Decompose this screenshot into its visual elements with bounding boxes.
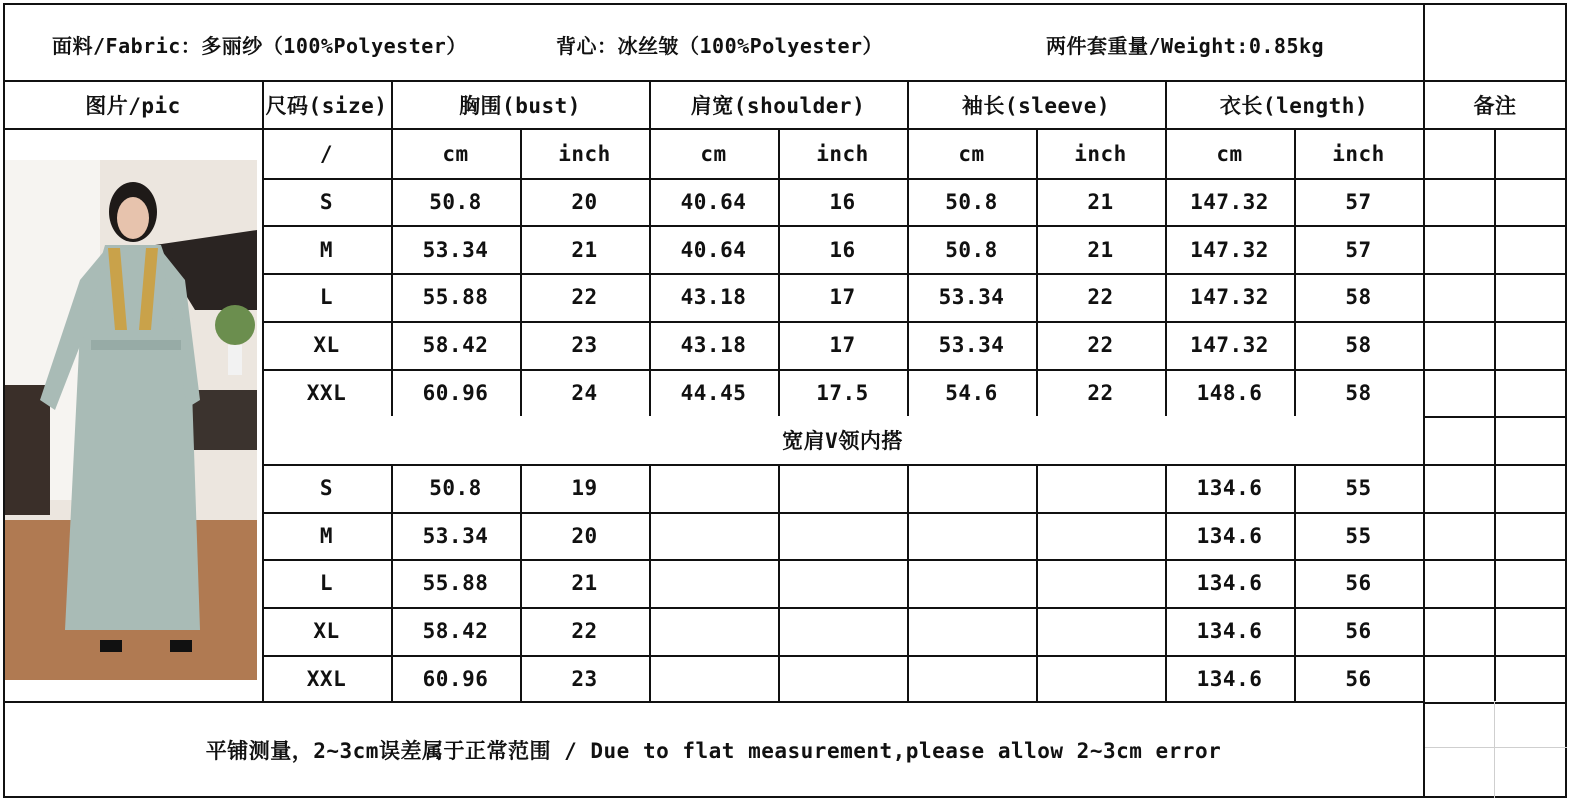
grid-hline	[262, 559, 1423, 561]
inner-row-3-col-0: XL	[313, 618, 340, 643]
grid-vline	[778, 464, 780, 701]
inner-row-3-col-3	[649, 607, 778, 655]
inner-row-1-col-1: 53.34	[422, 523, 489, 548]
grid-vline	[520, 464, 522, 701]
units-row-col-8: inch	[1332, 141, 1385, 166]
outer-row-3-col-4: 17	[829, 332, 856, 357]
inner-row-0-col-7: 134.6	[1196, 475, 1263, 500]
inner-row-4-col-5	[907, 655, 1036, 703]
outer-row-2-col-1: 55.88	[422, 285, 489, 310]
inner-row-4-col-3	[649, 655, 778, 703]
units-row-col-7: cm	[1216, 141, 1243, 166]
header-bust: 胸围(bust)	[459, 94, 581, 118]
photo-vase	[228, 345, 242, 375]
outer-row-4-col-2: 24	[571, 380, 598, 405]
outer-row-2-col-4: 17	[829, 285, 856, 310]
outer-row-1-col-4: 16	[829, 237, 856, 262]
inner-row-3-col-8: 56	[1345, 618, 1372, 643]
outer-row-3-col-1: 58.42	[422, 332, 489, 357]
product-photo	[5, 160, 257, 680]
header-shoulder: 肩宽(shoulder)	[690, 94, 866, 118]
dress-belt	[91, 340, 181, 350]
model-dress-image	[5, 160, 257, 680]
inner-row-3-col-2: 22	[571, 618, 598, 643]
inner-row-3-col-6	[1036, 607, 1165, 655]
inner-row-0-col-1: 50.8	[429, 475, 482, 500]
outer-row-3-col-6: 22	[1087, 332, 1114, 357]
outer-row-0-col-2: 20	[571, 189, 598, 214]
grid-remarks-hline	[1423, 702, 1567, 704]
grid-vline	[391, 464, 393, 701]
grid-vline	[1294, 464, 1296, 701]
inner-row-2-col-3	[649, 559, 778, 607]
outer-row-1-col-5: 50.8	[945, 237, 998, 262]
inner-row-0-col-0: S	[319, 475, 334, 500]
inner-row-2-col-6	[1036, 559, 1165, 607]
outer-row-3-col-8: 58	[1345, 332, 1372, 357]
inner-row-1-col-7: 134.6	[1196, 523, 1263, 548]
grid-remarks-vline	[1494, 701, 1495, 798]
footer-note: 平铺测量，2~3cm误差属于正常范围 / Due to flat measurement,please allow 2~3cm error	[205, 739, 1222, 763]
grid-vline	[391, 80, 393, 416]
grid-hline	[262, 225, 1423, 227]
inner-row-2-col-5	[907, 559, 1036, 607]
outer-row-4-col-5: 54.6	[945, 380, 998, 405]
grid-frame-right	[1565, 3, 1567, 798]
grid-hline	[262, 655, 1423, 657]
grid-hline	[262, 321, 1423, 323]
outer-row-3-col-7: 147.32	[1190, 332, 1269, 357]
inner-row-2-col-7: 134.6	[1196, 571, 1263, 596]
outer-row-1-col-3: 40.64	[680, 237, 747, 262]
outer-row-0-col-0: S	[319, 189, 334, 214]
outer-row-2-col-0: L	[319, 285, 334, 310]
inner-row-3-col-7: 134.6	[1196, 618, 1263, 643]
grid-vline	[520, 128, 522, 416]
inner-row-3-col-1: 58.42	[422, 618, 489, 643]
section-title-inner-vest: 宽肩V领内搭	[782, 429, 903, 453]
model-shoe-left	[100, 640, 122, 652]
grid-remarks-vline	[1494, 128, 1496, 701]
outer-row-1-col-1: 53.34	[422, 237, 489, 262]
inner-row-4-col-7: 134.6	[1196, 666, 1263, 691]
inner-row-2-col-0: L	[319, 571, 334, 596]
outer-row-1-col-7: 147.32	[1190, 237, 1269, 262]
inner-row-2-col-8: 56	[1345, 571, 1372, 596]
grid-hline	[3, 701, 1423, 703]
inner-row-4-col-2: 23	[571, 666, 598, 691]
inner-row-2-col-4	[778, 559, 907, 607]
outer-row-0-col-5: 50.8	[945, 189, 998, 214]
outer-row-1-col-6: 21	[1087, 237, 1114, 262]
header-sleeve: 袖长(sleeve)	[961, 94, 1111, 118]
photo-plant	[215, 305, 255, 345]
grid-hline	[262, 464, 1423, 466]
inner-row-1-col-0: M	[319, 523, 334, 548]
outer-row-4-col-8: 58	[1345, 380, 1372, 405]
outer-row-2-col-7: 147.32	[1190, 285, 1269, 310]
grid-hline	[262, 512, 1423, 514]
outer-row-3-col-5: 53.34	[938, 332, 1005, 357]
grid-hline	[262, 178, 1423, 180]
photo-furniture	[5, 385, 50, 515]
units-row-col-4: inch	[816, 141, 869, 166]
outer-row-0-col-3: 40.64	[680, 189, 747, 214]
inner-row-3-col-4	[778, 607, 907, 655]
units-row-col-1: cm	[442, 141, 469, 166]
vest-info: 背心：冰丝皱（100%Polyester）	[556, 33, 884, 58]
units-row-col-2: inch	[558, 141, 611, 166]
grid-hline	[262, 369, 1423, 371]
inner-row-0-col-5	[907, 464, 1036, 512]
inner-row-0-col-4	[778, 464, 907, 512]
inner-row-2-col-2: 21	[571, 571, 598, 596]
grid-frame-left	[3, 3, 5, 798]
outer-row-0-col-8: 57	[1345, 189, 1372, 214]
outer-row-2-col-6: 22	[1087, 285, 1114, 310]
inner-row-4-col-0: XXL	[306, 666, 347, 691]
inner-row-1-col-6	[1036, 512, 1165, 560]
grid-hline	[3, 128, 1567, 130]
grid-vline	[649, 80, 651, 416]
grid-hline	[262, 607, 1423, 609]
weight-info: 两件套重量/Weight:0.85kg	[1046, 33, 1325, 58]
grid-vline	[1036, 464, 1038, 701]
outer-row-4-col-0: XXL	[306, 380, 347, 405]
outer-row-1-col-8: 57	[1345, 237, 1372, 262]
model-shoe-right	[170, 640, 192, 652]
grid-vline	[649, 464, 651, 701]
photo-piano	[190, 390, 257, 450]
header-size: 尺码(size)	[265, 94, 388, 118]
outer-row-2-col-5: 53.34	[938, 285, 1005, 310]
outer-row-1-col-0: M	[319, 237, 334, 262]
grid-vline	[907, 464, 909, 701]
outer-row-1-col-2: 21	[571, 237, 598, 262]
grid-remarks-hline	[1423, 747, 1567, 748]
grid-vline	[907, 80, 909, 416]
inner-row-1-col-5	[907, 512, 1036, 560]
grid-vline	[262, 80, 264, 701]
units-row-col-6: inch	[1074, 141, 1127, 166]
grid-vline	[1036, 128, 1038, 416]
outer-row-0-col-6: 21	[1087, 189, 1114, 214]
outer-row-3-col-0: XL	[313, 332, 340, 357]
outer-row-2-col-8: 58	[1345, 285, 1372, 310]
grid-hline	[262, 273, 1423, 275]
header-pic: 图片/pic	[85, 94, 181, 118]
inner-row-0-col-8: 55	[1345, 475, 1372, 500]
inner-row-2-col-1: 55.88	[422, 571, 489, 596]
inner-row-4-col-6	[1036, 655, 1165, 703]
grid-vline	[1165, 80, 1167, 416]
inner-row-4-col-8: 56	[1345, 666, 1372, 691]
inner-row-0-col-3	[649, 464, 778, 512]
outer-row-3-col-2: 23	[571, 332, 598, 357]
outer-row-4-col-1: 60.96	[422, 380, 489, 405]
grid-hline	[3, 80, 1567, 82]
outer-row-4-col-3: 44.45	[680, 380, 747, 405]
fabric-info: 面料/Fabric：多丽纱（100%Polyester）	[52, 33, 467, 58]
grid-vline	[1423, 3, 1425, 798]
inner-row-4-col-4	[778, 655, 907, 703]
grid-frame-bottom	[3, 796, 1567, 798]
inner-row-0-col-6	[1036, 464, 1165, 512]
outer-row-0-col-4: 16	[829, 189, 856, 214]
grid-vline	[1165, 464, 1167, 701]
inner-row-3-col-5	[907, 607, 1036, 655]
units-row-col-0: /	[319, 141, 334, 166]
inner-row-4-col-1: 60.96	[422, 666, 489, 691]
outer-row-3-col-3: 43.18	[680, 332, 747, 357]
grid-frame-top	[3, 3, 1567, 5]
inner-row-1-col-8: 55	[1345, 523, 1372, 548]
outer-row-4-col-7: 148.6	[1196, 380, 1263, 405]
header-remarks: 备注	[1473, 94, 1517, 118]
outer-row-2-col-2: 22	[571, 285, 598, 310]
inner-row-1-col-3	[649, 512, 778, 560]
units-row-col-5: cm	[958, 141, 985, 166]
outer-row-4-col-6: 22	[1087, 380, 1114, 405]
inner-row-1-col-2: 20	[571, 523, 598, 548]
outer-row-4-col-4: 17.5	[816, 380, 869, 405]
units-row-col-3: cm	[700, 141, 727, 166]
header-length: 衣长(length)	[1219, 94, 1369, 118]
inner-row-0-col-2: 19	[571, 475, 598, 500]
outer-row-2-col-3: 43.18	[680, 285, 747, 310]
model-face	[117, 197, 149, 239]
grid-vline	[778, 128, 780, 416]
outer-row-0-col-7: 147.32	[1190, 189, 1269, 214]
grid-vline	[1294, 128, 1296, 416]
outer-row-0-col-1: 50.8	[429, 189, 482, 214]
inner-row-1-col-4	[778, 512, 907, 560]
